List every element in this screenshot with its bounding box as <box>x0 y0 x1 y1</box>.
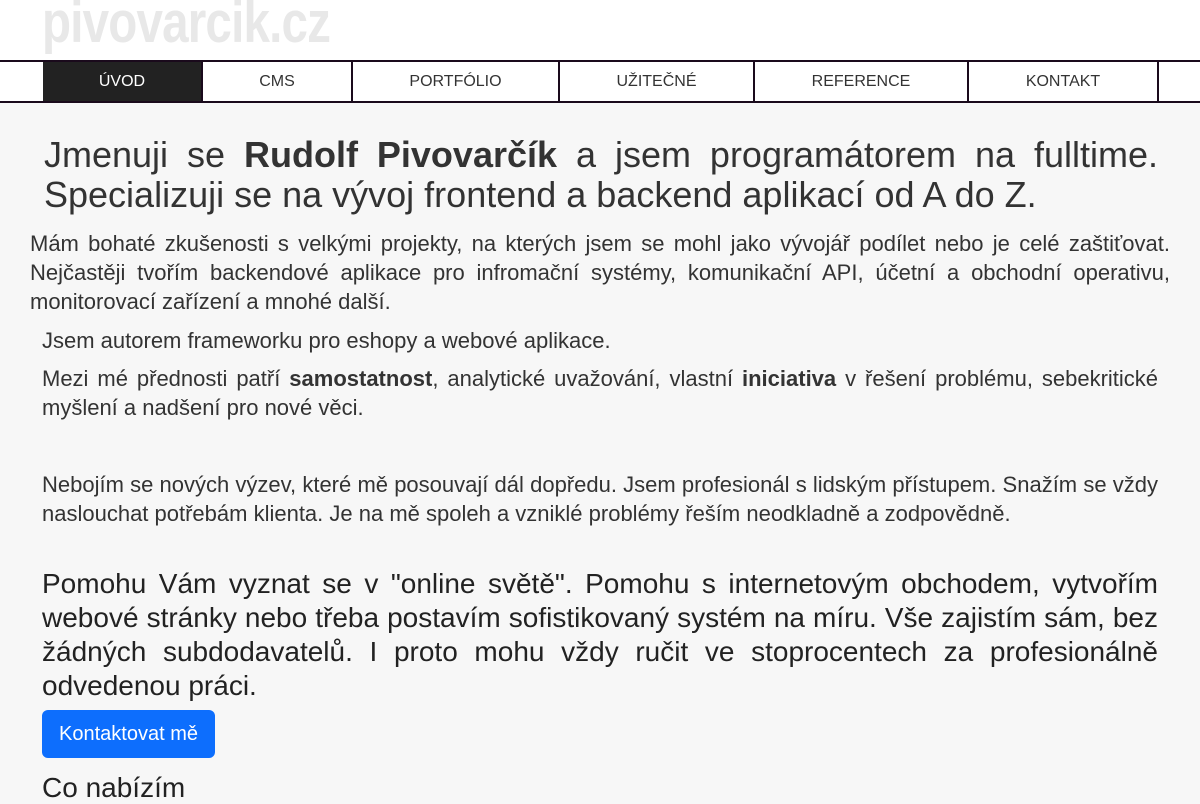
site-header <box>0 0 1200 60</box>
main-nav <box>0 60 1200 103</box>
author-name: Rudolf Pivovarčík <box>243 134 558 175</box>
nav-item-uvod[interactable]: ÚVOD <box>43 62 203 101</box>
nav-item-reference[interactable]: REFERENCE <box>755 62 969 101</box>
strength-highlight: iniciativa <box>742 366 837 391</box>
nav-item-kontakt[interactable]: KONTAKT <box>969 62 1159 101</box>
contact-me-button[interactable]: Kontaktovat mě <box>42 710 215 758</box>
site-logo[interactable]: pivovarcik.cz <box>42 0 331 55</box>
framework-paragraph: Jsem autorem frameworku pro eshopy a webové aplikace. <box>42 328 611 353</box>
experience-paragraph: Mám bohaté zkušenosti s velkými projekty, na kterých jsem se mohl jako vývojář podílet nebo je celé zaštiťovat. Nejčastěji tvořím backendové aplikace pro infromační systémy, komunikační API, účetní a obchodní operativu, monitorovací zařízení a mnohé další. <box>30 231 1170 314</box>
section-heading-offer: Co nabízím <box>42 772 186 803</box>
strengths-text: , analytické uvažování, vlastní <box>432 366 742 391</box>
strengths-text: v řešení problému, sebekritické myšlení a nadšení pro nové věci. <box>42 366 1159 420</box>
lead-text: Jmenuji se <box>44 134 244 175</box>
strengths-paragraph <box>42 364 1158 422</box>
lead-text: a jsem programátorem na fulltime. Specializuji se na vývoj frontend a backend aplikací od A do Z. <box>44 134 1158 215</box>
nav-item-portfolio[interactable]: PORTFÓLIO <box>353 62 560 101</box>
nav-item-uzitecne[interactable]: UŽITEČNÉ <box>560 62 755 101</box>
intro-lead <box>44 135 1158 215</box>
offer-paragraph: Pomohu Vám vyznat se v "online světě". Pomohu s internetovým obchodem, vytvořím webové stránky nebo třeba postavím sofistikovaný systém na míru. Vše zajistím sám, bez žádných subdodavatelů. I proto mohu vždy ručit ve stoprocentech za profesionálně odvedenou práci. <box>42 568 1158 701</box>
nav-item-cms[interactable]: CMS <box>203 62 353 101</box>
strengths-text: Mezi mé přednosti patří <box>42 366 290 391</box>
strength-highlight: samostatnost <box>289 366 433 391</box>
challenges-paragraph: Nebojím se nových výzev, které mě posouvají dál dopředu. Jsem profesionál s lidským přístupem. Snažím se vždy naslouchat potřebám klienta. Je na mě spoleh a vzniklé problémy řeším neodkladně a zodpovědně. <box>42 472 1158 526</box>
